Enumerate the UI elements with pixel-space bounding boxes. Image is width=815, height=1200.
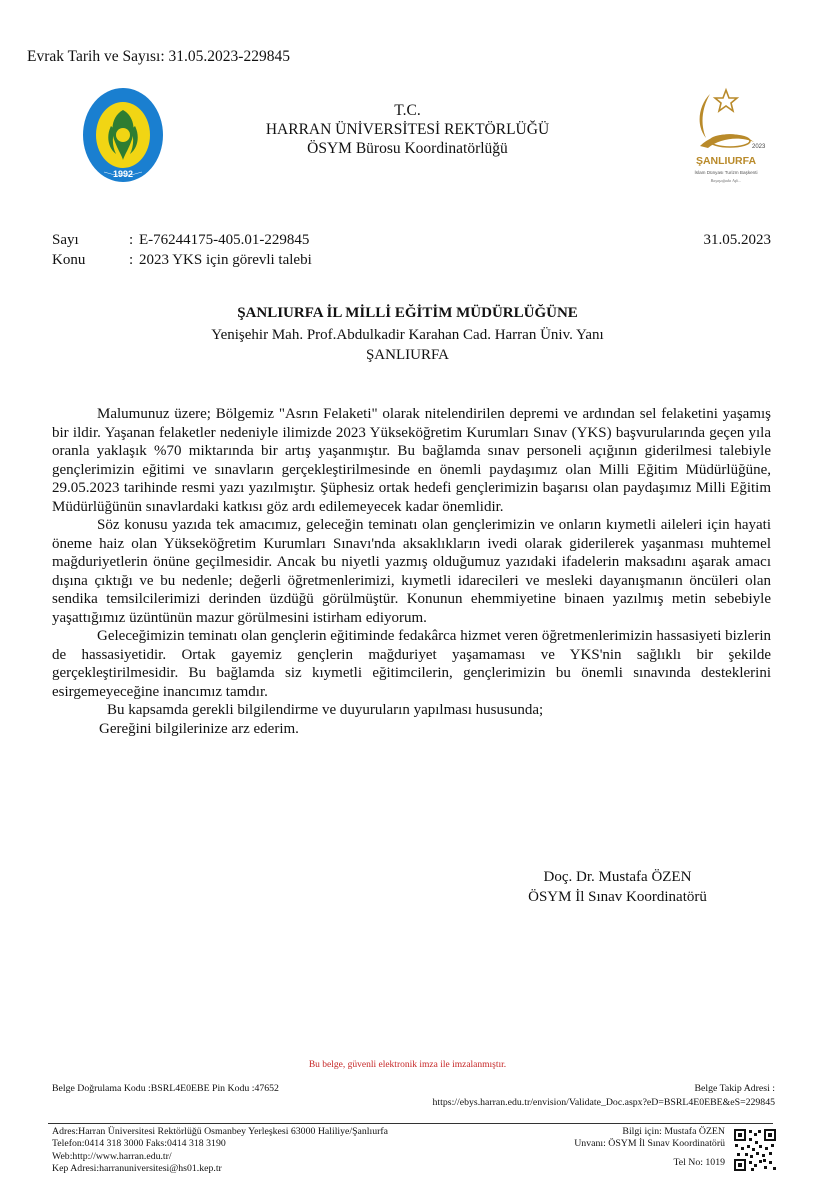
- konu-label: Konu: [52, 252, 86, 268]
- contact-phone: Tel No: 1019: [673, 1157, 725, 1168]
- logo-motto: Başaşağada Aşk...: [710, 178, 742, 183]
- konu-colon: :: [129, 252, 134, 268]
- logo-year: 1992: [112, 169, 134, 179]
- logo-year: 2023: [752, 144, 766, 150]
- sayi-label: Sayı: [52, 232, 79, 248]
- recipient-city: ŞANLIURFA: [365, 347, 450, 363]
- signatory-title: ÖSYM İl Sınav Koordinatörü: [528, 889, 707, 905]
- recipient-title: ŞANLIURFA İL MİLLİ EĞİTİM MÜDÜRLÜĞÜNE: [237, 305, 578, 321]
- footer-web[interactable]: Web:http://www.harran.edu.tr/: [52, 1151, 172, 1162]
- tracking-label: Belge Takip Adresi :: [694, 1083, 775, 1094]
- sayi-colon: :: [129, 232, 134, 248]
- verification-code: Belge Doğrulama Kodu :BSRL4E0EBE Pin Kodu :47652: [52, 1083, 279, 1094]
- tracking-url[interactable]: https://ebys.harran.edu.tr/envision/Validate_Doc.aspx?eD=BSRL4E0EBE&eS=229845: [432, 1097, 775, 1108]
- esign-note: Bu belge, güvenli elektronik imza ile imzalanmıştır.: [308, 1060, 507, 1070]
- footer-address: Adres:Harran Üniversitesi Rektörlüğü Osmanbey Yerleşkesi 63000 Haliliye/Şanlıurfa: [52, 1126, 389, 1137]
- sanliurfa-2023-logo: [680, 84, 772, 190]
- sayi-value: E-76244175-405.01-229845: [139, 232, 310, 248]
- letter-body: [52, 405, 771, 738]
- document-date-number: Evrak Tarih ve Sayısı: 31.05.2023-229845: [27, 48, 290, 65]
- recipient-address: Yenişehir Mah. Prof.Abdulkadir Karahan Cad. Harran Üniv. Yanı: [211, 327, 604, 343]
- qr-code-icon: [733, 1128, 777, 1172]
- body-paragraph: Malumunuz üzere; Bölgemiz "Asrın Felaketi" olarak nitelendirilen depremi ve ardından sel felaketini yaşamış bir ildir. Yaşanan felaketler nedeniyle ilimizde 2023 Yükseköğretim Kurumları Sınav (YKS) başvurularında geçen yıla oranla yaklaşık %70 miktarında bir artış yaşanmıştır. Bu bağlamda sınav personeli açığının giderilmesi talebiyle gençlerimizin eğitimi ve sınavların gerçekleştirilmesinde en önemli paydaşımız olan Milli Eğitim Müdürlüğüne, 29.05.2023 tarihinde resmi yazı yazılmıştır. Şüphesiz ortak hedefi gençlerimizin başarısı olan paydaşımız Milli Eğitim Müdürlüğünün sınavlardaki katkısı göz ardı edilemeyecek kadar önemlidir.: [52, 406, 771, 515]
- closing-line: Gereğini bilgilerinize arz ederim.: [99, 720, 299, 737]
- harran-university-logo: [82, 86, 164, 184]
- signatory-name: Doç. Dr. Mustafa ÖZEN: [543, 869, 692, 885]
- document-date: 31.05.2023: [703, 232, 771, 248]
- header-country: T.C.: [394, 102, 421, 119]
- body-paragraph: Bu kapsamda gerekli bilgilendirme ve duyuruların yapılması hususunda;: [107, 702, 544, 718]
- konu-value: 2023 YKS için görevli talebi: [139, 252, 312, 268]
- logo-tagline: İslam Dünyası Turizm Başkenti: [694, 170, 758, 175]
- footer-phone: Telefon:0414 318 3000 Faks:0414 318 3190: [52, 1138, 226, 1149]
- contact-person: Bilgi için: Mustafa ÖZEN: [622, 1126, 725, 1137]
- header-office: ÖSYM Bürosu Koordinatörlüğü: [307, 140, 508, 157]
- header-institution: HARRAN ÜNİVERSİTESİ REKTÖRLÜĞÜ: [265, 121, 550, 138]
- body-paragraph: Geleceğimizin teminatı olan gençlerin eğitiminde fedakârca hizmet veren öğretmenlerimizin hassasiyeti bizlerin de hassasiyetidir. Ortak gayemiz gençlerin mağduriyet yaşamaması ve YKS'nin sağlıklı bir şekilde gerçekleştirilmesidir. Bu bağlamda siz kıymetli eğitimcilerin, gençlerimizin bu önemli sınavında desteklerini esirgemeyeceğine inancımız tamdır.: [52, 628, 771, 700]
- footer-divider: [48, 1123, 773, 1124]
- footer-kep[interactable]: Kep Adresi:harranuniversitesi@hs01.kep.tr: [52, 1163, 222, 1174]
- contact-title: Unvanı: ÖSYM İl Sınav Koordinatörü: [574, 1138, 725, 1149]
- logo-brand: ŞANLIURFA: [695, 155, 757, 167]
- body-paragraph: Söz konusu yazıda tek amacımız, geleceğin teminatı olan gençlerimizin ve onların kıymetli aileleri için hayati öneme haiz olan Yükseköğretim Kurumları Sınavı'nda aksaklıkların ivedi olarak giderilerek yaşanması muhtemel mağduriyetlerin önüne geçilmesidir. Ancak bu niyetli yazmış olduğumuz yazıdaki ifadelerin maksadını aşarak amacı dışına çıktığı ve bu nedenle; değerli öğretmenlerimizi, kıymetli idarecileri ve mesleki dayanışmanın öncüleri olan sendika temsilcilerimizi derinden üzdüğü görülmüştür. Konunun ehemmiyetine binaen yazılmış metin sebebiyle yaşattığımız üzüntünün mazur görülmesini istirham ediyorum.: [52, 517, 771, 626]
